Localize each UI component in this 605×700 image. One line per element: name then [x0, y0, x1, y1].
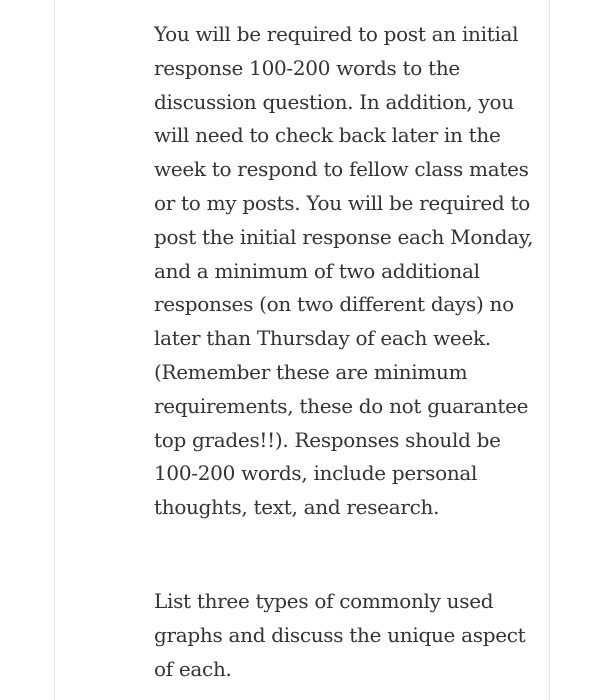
content-panel: [54, 0, 550, 700]
instructions-paragraph: You will be required to post an initial response 100-200 words to the discussion question. In addition, you will need to check back later in the week to respond to fellow class mates or to my posts. You will be required to post the initial response each Monday, and a minimum of two additional responses (on two different days) no later than Thursday of each week. (Remember these are minimum requirements, these do not guarantee top grades!!). Responses should be 100-200 words, include personal thoughts, text, and research.: [154, 22, 534, 520]
discussion-question-paragraph: List three types of commonly used graphs and discuss the unique aspect of each.: [154, 589, 526, 681]
